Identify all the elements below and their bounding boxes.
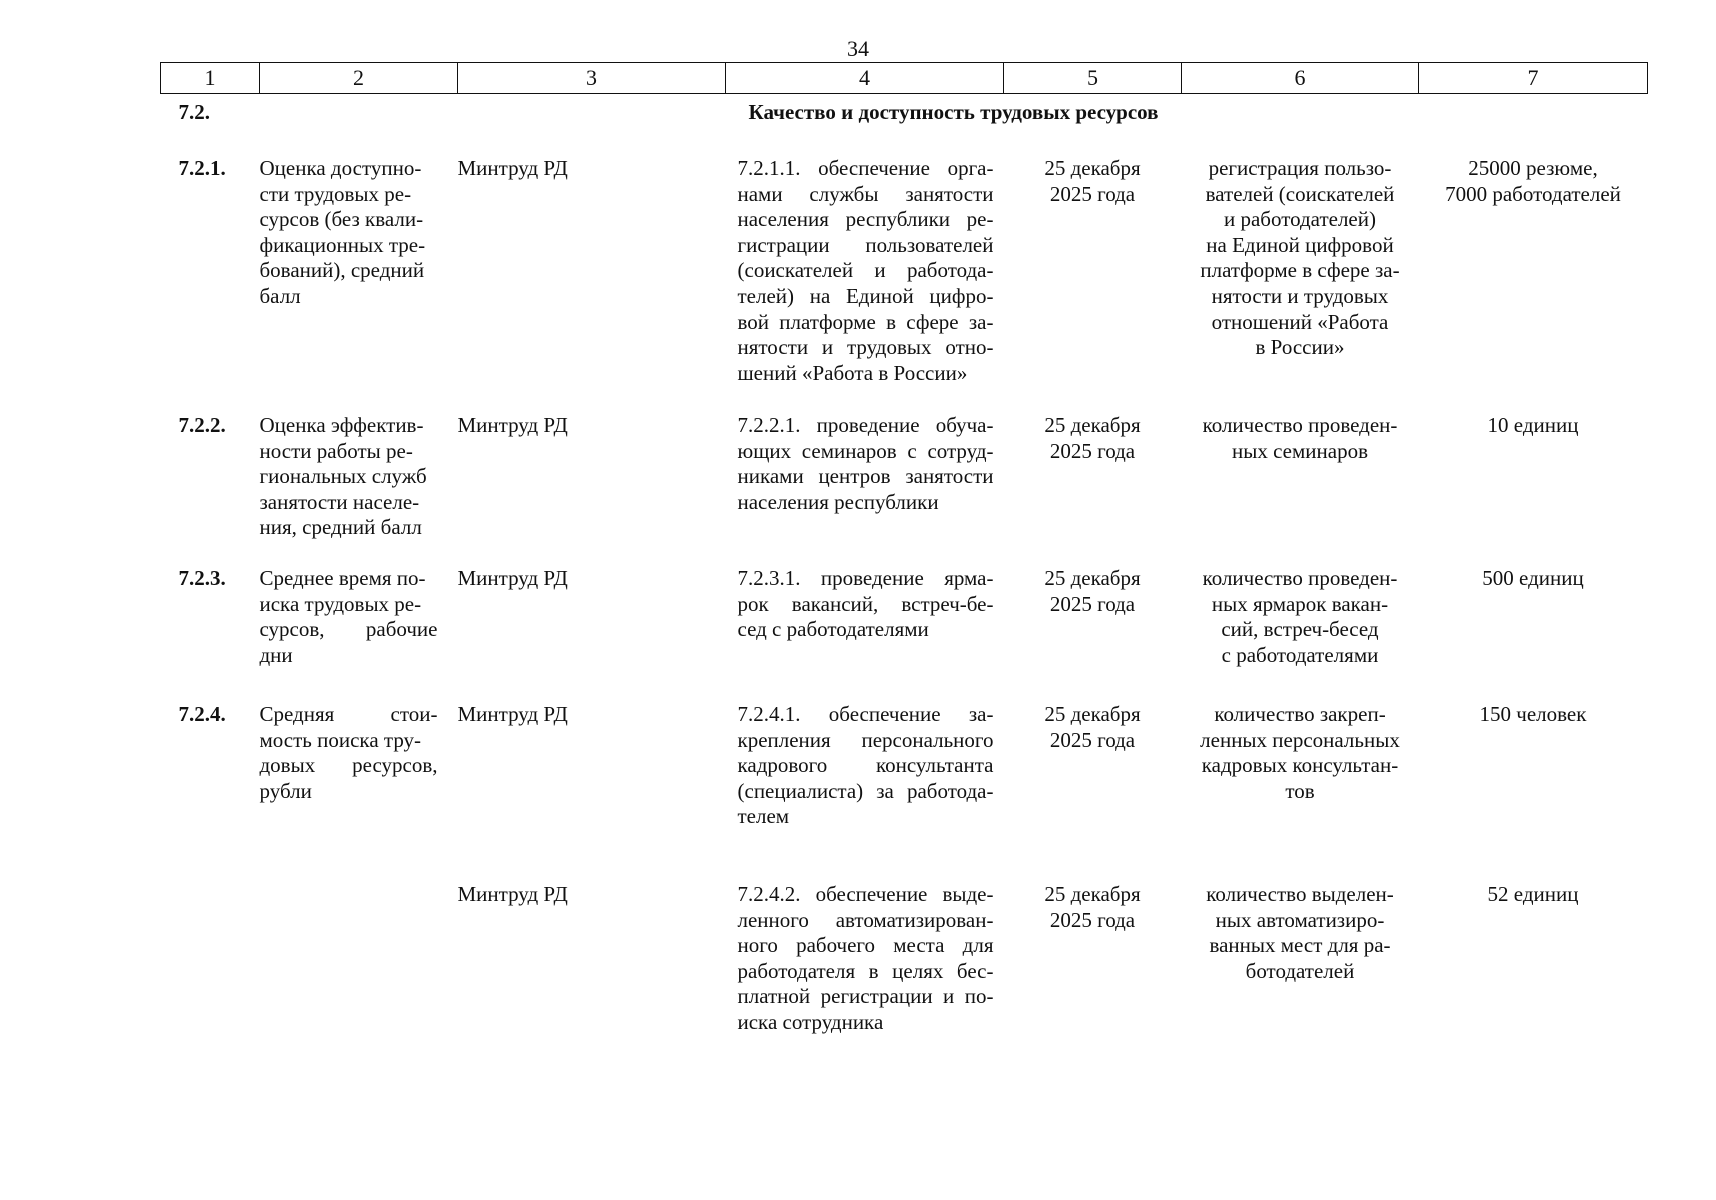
expected-result bbox=[1182, 702, 1419, 882]
measure-line: никами центров занятости bbox=[737, 464, 994, 489]
result-line: отношений «Работа bbox=[1211, 309, 1389, 334]
measure-line: ющих семинаров с сотруд- bbox=[737, 438, 994, 463]
measure-line: нятости и трудовых отно- bbox=[737, 335, 994, 360]
result-line: вателей (соискателей bbox=[1205, 181, 1395, 206]
header-col-5: 5 bbox=[1004, 63, 1182, 94]
indicator-name-line: ния, средний балл bbox=[259, 515, 422, 540]
table-row bbox=[161, 702, 1648, 882]
executor: Минтруд РД bbox=[457, 156, 568, 180]
value-line: 150 человек bbox=[1479, 702, 1587, 726]
indicator-name-line: гиональных служб bbox=[259, 464, 427, 489]
indicator-name-line: дни bbox=[259, 642, 293, 667]
indicator-name bbox=[260, 156, 458, 413]
measure-line: крепления персонального bbox=[737, 727, 994, 752]
result-line: сий, встреч-бесед bbox=[1221, 617, 1379, 642]
header-row bbox=[161, 63, 1648, 94]
indicator-name bbox=[260, 702, 458, 882]
section-title: Качество и доступность трудовых ресурсов bbox=[748, 100, 1159, 124]
indicator-name-line: довых ресурсов, bbox=[259, 753, 438, 778]
expected-result bbox=[1182, 882, 1419, 1082]
indicator-name-line: фикационных тре- bbox=[259, 232, 426, 257]
measure-line: платной регистрации и по- bbox=[737, 984, 994, 1009]
indicator-name bbox=[260, 882, 458, 1082]
expected-result bbox=[1182, 566, 1419, 702]
measure-description bbox=[726, 882, 1004, 1082]
deadline-line: 2025 года bbox=[1049, 181, 1136, 206]
indicator-name bbox=[260, 566, 458, 702]
target-value bbox=[1419, 566, 1648, 702]
section-row bbox=[161, 94, 1648, 157]
deadline bbox=[1004, 702, 1182, 882]
table-row bbox=[161, 566, 1648, 702]
indicator-name-line: ности работы ре- bbox=[259, 438, 413, 463]
result-line: ных семинаров bbox=[1232, 438, 1368, 463]
target-value bbox=[1419, 702, 1648, 882]
indicator-name-line: занятости населе- bbox=[259, 489, 420, 514]
measure-line: населения республики bbox=[737, 489, 939, 514]
header-col-6: 6 bbox=[1182, 63, 1419, 94]
measure-line: рок вакансий, встреч-бе- bbox=[737, 591, 994, 616]
measure-line: населения республики ре- bbox=[737, 207, 994, 232]
measure-line: иска сотрудника bbox=[737, 1009, 884, 1034]
measure-line: вой платформе в сфере за- bbox=[737, 309, 994, 334]
measure-description bbox=[726, 566, 1004, 702]
measure-description bbox=[726, 413, 1004, 566]
result-line: с работодателями bbox=[1221, 642, 1379, 667]
indicator-name-line: сурсов (без квали- bbox=[259, 207, 424, 232]
row-number bbox=[161, 882, 260, 1082]
indicator-name bbox=[260, 413, 458, 566]
deadline-line: 2025 года bbox=[1049, 727, 1136, 752]
header-col-4: 4 bbox=[726, 63, 1004, 94]
result-line: нятости и трудовых bbox=[1211, 283, 1389, 308]
measure-description bbox=[726, 702, 1004, 882]
result-line: количество закреп- bbox=[1214, 702, 1386, 726]
result-line: на Единой цифровой bbox=[1206, 232, 1394, 257]
value-line: 25000 резюме, bbox=[1468, 156, 1598, 180]
deadline bbox=[1004, 413, 1182, 566]
result-line: тов bbox=[1285, 778, 1315, 803]
deadline-line: 25 декабря bbox=[1044, 882, 1141, 906]
indicator-name-line: Средняя стои- bbox=[259, 702, 438, 726]
table-row bbox=[161, 156, 1648, 413]
executor: Минтруд РД bbox=[457, 702, 568, 726]
measure-line: (специалиста) за работода- bbox=[737, 778, 994, 803]
program-table bbox=[160, 62, 1648, 1082]
row-number: 7.2.1. bbox=[178, 156, 226, 180]
result-line: ленных персональных bbox=[1200, 727, 1400, 752]
deadline-line: 2025 года bbox=[1049, 438, 1136, 463]
deadline bbox=[1004, 156, 1182, 413]
expected-result bbox=[1182, 413, 1419, 566]
result-line: регистрация пользо- bbox=[1208, 156, 1392, 180]
target-value bbox=[1419, 882, 1648, 1082]
document-table-container bbox=[160, 62, 1647, 1082]
result-line: в России» bbox=[1255, 335, 1345, 360]
measure-line: (соискателей и работода- bbox=[737, 258, 994, 283]
result-line: ванных мест для ра- bbox=[1209, 933, 1391, 958]
row-number: 7.2.2. bbox=[178, 413, 226, 437]
target-value bbox=[1419, 156, 1648, 413]
deadline-line: 25 декабря bbox=[1044, 156, 1141, 180]
measure-line: 7.2.2.1. проведение обуча- bbox=[737, 413, 994, 437]
result-line: ных ярмарок вакан- bbox=[1211, 591, 1389, 616]
table-row bbox=[161, 882, 1648, 1082]
measure-description bbox=[726, 156, 1004, 413]
value-line: 500 единиц bbox=[1482, 566, 1584, 590]
measure-line: 7.2.1.1. обеспечение орга- bbox=[737, 156, 994, 180]
result-line: количество проведен- bbox=[1202, 413, 1398, 437]
value-line: 7000 работодателей bbox=[1445, 181, 1621, 206]
measure-line: ленного автоматизирован- bbox=[737, 907, 994, 932]
deadline-line: 2025 года bbox=[1049, 907, 1136, 932]
page-number: 34 bbox=[847, 36, 869, 61]
measure-line: гистрации пользователей bbox=[737, 232, 994, 257]
result-line: платформе в сфере за- bbox=[1200, 258, 1400, 283]
table-row bbox=[161, 413, 1648, 566]
indicator-name-line: Оценка доступно- bbox=[259, 156, 422, 180]
deadline-line: 2025 года bbox=[1049, 591, 1136, 616]
header-col-3: 3 bbox=[458, 63, 726, 94]
header-col-7: 7 bbox=[1419, 63, 1648, 94]
measure-line: нами службы занятости bbox=[737, 181, 994, 206]
value-line: 10 единиц bbox=[1487, 413, 1579, 437]
indicator-name-line: иска трудовых ре- bbox=[259, 591, 422, 616]
measure-line: ного рабочего места для bbox=[737, 933, 994, 958]
measure-line: работодателя в целях бес- bbox=[737, 958, 994, 983]
indicator-name-line: рубли bbox=[259, 778, 312, 803]
executor: Минтруд РД bbox=[457, 566, 568, 590]
indicator-name-line: Оценка эффектив- bbox=[259, 413, 424, 437]
indicator-name-line: Среднее время по- bbox=[259, 566, 426, 590]
expected-result bbox=[1182, 156, 1419, 413]
result-line: и работодателей) bbox=[1223, 207, 1376, 232]
indicator-name-line: сурсов, рабочие bbox=[259, 617, 438, 642]
result-line: ных автоматизиро- bbox=[1215, 907, 1385, 932]
result-line: ботодателей bbox=[1245, 958, 1355, 983]
section-number: 7.2. bbox=[178, 100, 210, 124]
header-col-2: 2 bbox=[260, 63, 458, 94]
row-number: 7.2.3. bbox=[178, 566, 226, 590]
value-line: 52 единиц bbox=[1487, 882, 1579, 906]
measure-line: 7.2.3.1. проведение ярма- bbox=[737, 566, 994, 590]
result-line: кадровых консультан- bbox=[1201, 753, 1399, 778]
indicator-name-line: мость поиска тру- bbox=[259, 727, 422, 752]
measure-line: 7.2.4.2. обеспечение выде- bbox=[737, 882, 994, 906]
indicator-name-line: сти трудовых ре- bbox=[259, 181, 412, 206]
table-header bbox=[161, 63, 1648, 94]
indicator-name-line: бований), средний bbox=[259, 258, 425, 283]
measure-line: телем bbox=[737, 804, 790, 829]
target-value bbox=[1419, 413, 1648, 566]
measure-line: 7.2.4.1. обеспечение за- bbox=[737, 702, 994, 726]
deadline-line: 25 декабря bbox=[1044, 702, 1141, 726]
indicator-name-line: балл bbox=[259, 283, 301, 308]
measure-line: шений «Работа в России» bbox=[737, 360, 968, 385]
executor: Минтруд РД bbox=[457, 882, 568, 906]
deadline-line: 25 декабря bbox=[1044, 566, 1141, 590]
executor: Минтруд РД bbox=[457, 413, 568, 437]
measure-line: сед с работодателями bbox=[737, 617, 929, 642]
header-col-1: 1 bbox=[161, 63, 260, 94]
result-line: количество выделен- bbox=[1206, 882, 1394, 906]
deadline bbox=[1004, 882, 1182, 1082]
row-number: 7.2.4. bbox=[178, 702, 226, 726]
measure-line: телей) на Единой цифро- bbox=[737, 283, 994, 308]
table-body bbox=[161, 94, 1648, 1083]
deadline bbox=[1004, 566, 1182, 702]
measure-line: кадрового консультанта bbox=[737, 753, 994, 778]
deadline-line: 25 декабря bbox=[1044, 413, 1141, 437]
result-line: количество проведен- bbox=[1202, 566, 1398, 590]
